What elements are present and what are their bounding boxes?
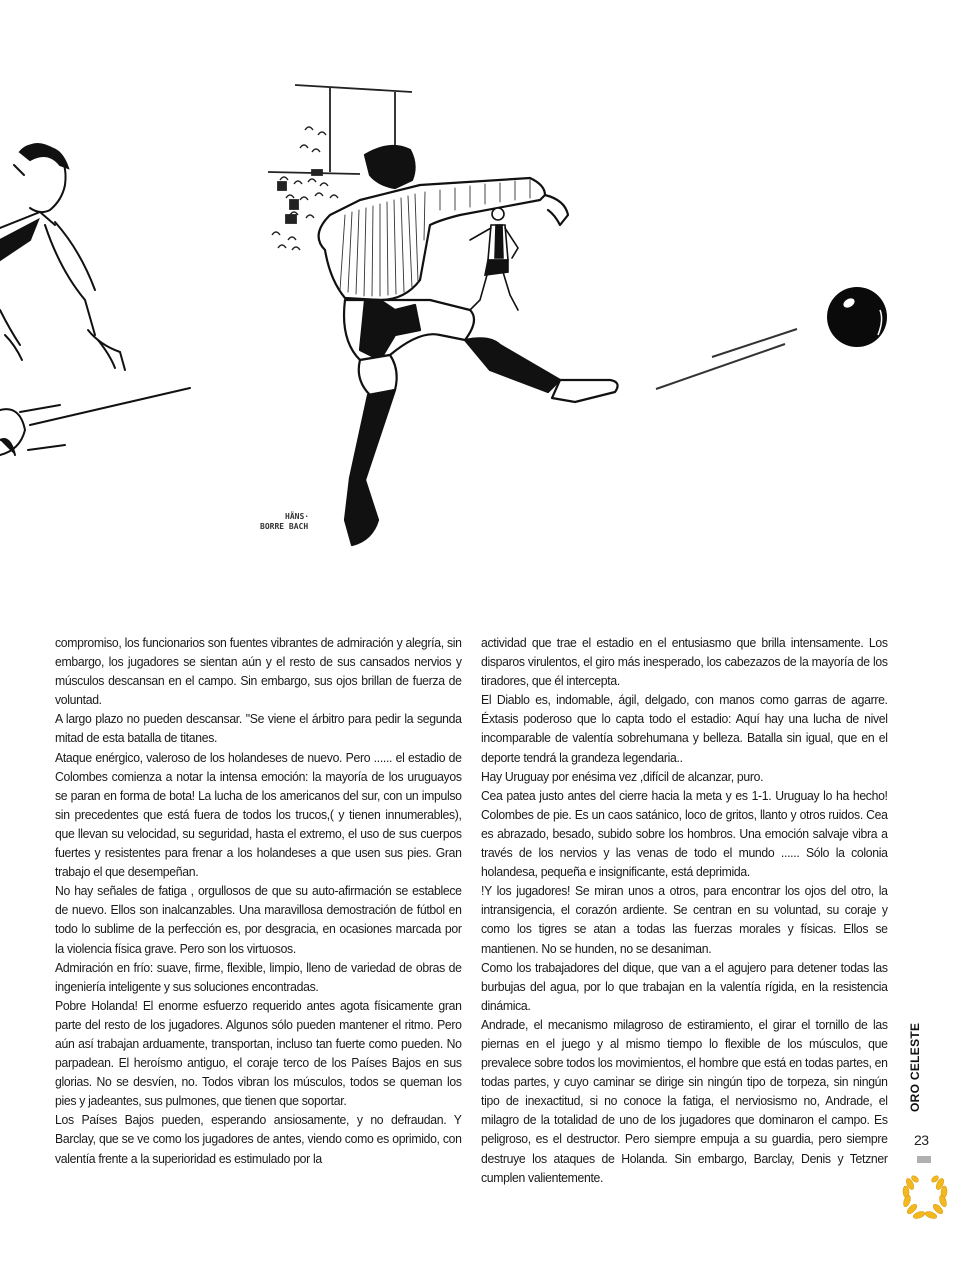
football-drawing	[0, 0, 977, 600]
paragraph: Hay Uruguay por enésima vez ,difícil de alcanzar, puro.	[481, 768, 764, 784]
paragraph: El Diablo es, indomable, ágil, delgado, con manos como garras de agarre. Éxtasis poderoso que lo capta todo el estadio: Aquí hay una lucha de nivel incomparable de valentía sobrehumana y belleza. Batalla sin igual, que en el deporte tendrá la grandeza legendaria..	[481, 692, 888, 765]
paragraph: Andrade, el mecanismo milagroso de estiramiento, el girar el tornillo de las piernas en el juego y al mismo tiempo lo flexible de los músculos, que prevalece sobre todos los movimientos, el hombre que está en todas partes, en todas partes, y cuyo caminar se dirige sin ningún tipo de torpeza, sin ningún tipo de inexactitud, si no conoce la fatiga, el nerviosismo no, Andrade, el milagro de la totalidad de uno de los jugadores que dominaron el campo. Es peligroso, es el destructor. Pero siempre empuja a su guardia, pero siempre destruye los ataques de Holanda. Sin embargo, Barclay, Denis y Tetzner cumplen valientemente.	[481, 1016, 888, 1185]
artist-signature	[260, 511, 309, 531]
svg-text:BORRE BACH: BORRE BACH	[260, 522, 309, 531]
paragraph: compromiso, los funcionarios son fuentes vibrantes de admiración y alegría, sin embargo, los jugadores se sientan aún y el resto de sus cansados nervios y músculos descansan en el campo. Sin embargo, sus ojos brillan de fuerza de voluntad.	[55, 635, 462, 708]
svg-text:HÄNS·: HÄNS·	[285, 512, 310, 521]
publication-title: ORO CELESTE	[908, 1022, 922, 1112]
left-player-figure	[0, 144, 190, 455]
paragraph: Los Países Bajos pueden, esperando ansiosamente, y no defraudan. Y Barclay, que se ve como los jugadores de antes, viendo como es oprimido, con valentía frente a la superioridad es estimulado por la	[55, 1112, 462, 1166]
paragraph: Pobre Holanda! El enorme esfuerzo requerido antes agota físicamente gran parte del resto de los jugadores. Algunos sólo pueden mantener el ritmo. Pero aún así trabajan arduamente, transportan, incluso tan fuerte como pueden. No parpadean. El heroísmo antiguo, el coraje terco de los Países Bajos en sus glorias. No se desvíen, no. Todos vibran los músculos, todos se queman los pies y jadeantes, sus pulmones, que tienen que soportar.	[55, 997, 462, 1109]
page-sidebar	[900, 1020, 950, 1230]
paragraph: Como los trabajadores del dique, que van a el agujero para detener todas las burbujas del agua, por lo que trabajan en la valentía rígida, en la resistencia dinámica.	[481, 959, 888, 1013]
distant-player-figure	[470, 208, 518, 310]
football-illustration	[0, 0, 977, 600]
paragraph: actividad que trae el estadio en el entusiasmo que brilla intensamente. Los disparos virulentos, el giro más inesperado, los cabezazos de la mayoría de los tiradores, que él intercepta.	[481, 635, 888, 689]
kicking-player-figure	[319, 146, 618, 545]
paragraph: No hay señales de fatiga , orgullosos de que su auto-afirmación se establece de nuevo. Ellos son inalcanzables. Una maravillosa demostración de fútbol en todo lo sublime de la perfección es, por desgracia, en ocasiones marcada por la violencia física grave. Pero son los virtuosos.	[55, 883, 462, 956]
paragraph: !Y los jugadores! Se miran unos a otros, para encontrar los ojos del otro, la intransigencia, el corazón ardiente. Se centran en su voluntad, su coraje y como los tigres se atan a todas las fuerzas morales y físicas. Ellos se mantienen. No se hunden, no se desaniman.	[481, 883, 888, 956]
paragraph: Admiración en frío: suave, firme, flexible, limpio, lleno de variedad de obras de ingeniería inteligente y sus soluciones encontradas.	[55, 959, 462, 994]
paragraph: Cea patea justo antes del cierre hacia la meta y es 1-1. Uruguay lo ha hecho! Colombes de pie. Es un caos satánico, loco de gritos, llanto y otros ruidos. Cea es abrazado, besado, subido sobre los hombros. Una emoción salvaje vibra a través de los nervios y las venas de todo el mundo ...... Sólo la colonia holandesa, pequeña e insignificante, está deprimida.	[481, 787, 888, 880]
article-right-column	[481, 633, 888, 1187]
paragraph: A largo plazo no pueden descansar. "Se viene el árbitro para pedir la segunda mitad de esta batalla de titanes.	[55, 711, 462, 746]
ball-in-flight	[656, 287, 887, 389]
page-number: 23	[914, 1132, 929, 1148]
article-left-column	[55, 633, 462, 1168]
page-marker-bar	[917, 1156, 931, 1163]
paragraph: Ataque enérgico, valeroso de los holandeses de nuevo. Pero ...... el estadio de Colombes comienza a notar la intensa emoción: la mayoría de los uruguayos se paran en forma de bota! La lucha de los americanos del sur, con un impulso sin precedentes que está fuera de todos los trucos,( y tienen innumerables), que llevan su velocidad, su seguridad, hasta el extremo, el uso de sus cuerpos fuertes y resistentes para frenar a los holandeses a que usen sus pies. Gran trabajo el que desempeñan.	[55, 749, 462, 880]
laurel-wreath-icon	[900, 1170, 950, 1222]
